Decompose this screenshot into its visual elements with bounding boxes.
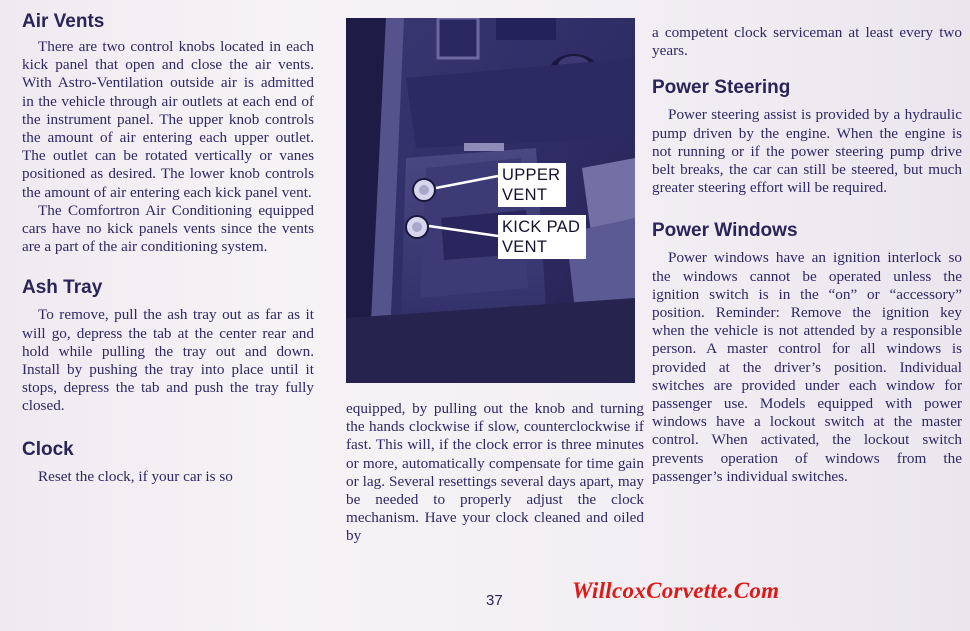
power-steering-paragraph: Power steering assist is provided by a hydraulic pump driven by the engine. When the engine is not running or if the power steering pump drive belt breaks, the car can still be steered, but much greater steering effort will be required. [652,106,962,197]
watermark-text: WillcoxCorvette.Com [572,578,780,603]
ash-tray-heading: Ash Tray [22,277,103,299]
power-windows-heading: Power Windows [652,220,798,242]
page-number: 37 [486,592,503,609]
right-column [652,24,962,486]
ash-tray-paragraph: To remove, pull the ash tray out as far as it will go, depress the tab at the center rear and hold while pulling the tray out and down. Install by pushing the tray into place until it stops, depress the tab and push the tray fully closed. [22,306,314,415]
left-column [22,10,314,486]
kick-panel-photo [346,18,635,383]
power-windows-paragraph: Power windows have an ignition interlock so the windows cannot be operated unless the ignition switch is in the “on” or “accessory” position. Reminder: Remove the ignition key when the vehicle is not attended by a responsible person. A master control for all windows is provided at the driver’s position. Individual switches are provided under each window for passenger use. Models equipped with power windows have a lockout switch at the master control. When activated, the lockout switch prevents operation of windows from the passenger’s individual switches. [652,249,962,485]
clock-paragraph-start: Reset the clock, if your car is so [38,467,233,485]
clock-paragraph-end: a competent clock serviceman at least every two years. [652,24,962,60]
air-vents-heading: Air Vents [22,11,105,32]
clock-paragraph-continued: equipped, by pulling out the knob and turning the hands clockwise if slow, counterclockwise if fast. This will, if the clock error is three minutes or more, automatically compensate for time gain or lag. Several resettings several days apart, may be needed to properly adjust the clock mechanism. Have your clock cleaned and oiled by [346,400,644,545]
air-vents-paragraph-2: The Comfortron Air Conditioning equipped cars have no kick panels vents since the vents are a part of the air conditioning system. [22,201,314,256]
air-vents-paragraph-1: There are two control knobs located in each kick panel that open and close the air vents. With Astro-Ventilation outside air is admitted in the vehicle through air outlets at each end of the instrument panel. The upper knob controls the amount of air entering each upper outlet. The outlet can be rotated vertically or vanes positioned as desired. The lower knob controls the amount of air entering each kick panel vent. [22,38,314,201]
clock-heading: Clock [22,438,74,460]
upper-vent-callout: UPPER VENT [498,163,566,207]
power-steering-heading: Power Steering [652,77,791,99]
middle-column [346,400,644,546]
kick-panel-illustration [346,18,635,383]
kick-pad-vent-callout: KICK PAD VENT [498,215,586,259]
